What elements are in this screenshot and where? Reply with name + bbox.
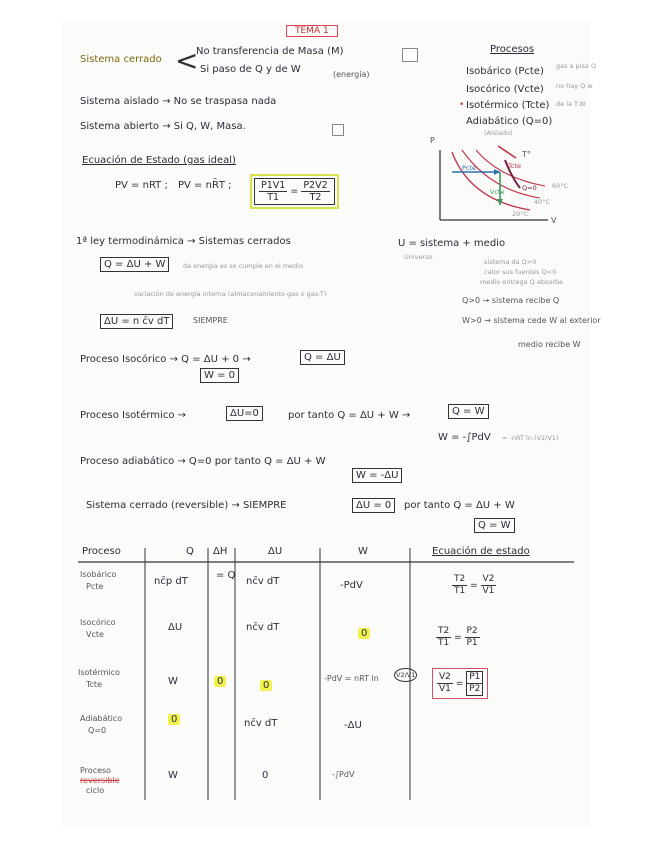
pv-label-20: 20°C (512, 210, 529, 218)
closed-line1: No transferencia de Masa (M) (196, 46, 344, 57)
table-row-4-q: W (168, 770, 178, 781)
table-row-2-q: W (168, 676, 178, 687)
table-row-4-u: 0 (262, 770, 269, 781)
table-header-du: ΔU (268, 546, 283, 557)
table-row-0-q: nc̄p dT (154, 576, 188, 587)
processes-title: Procesos (490, 44, 535, 55)
side-note-0: sistema da Q>0 (484, 258, 537, 266)
table-row-3-proc2: Q=0 (88, 726, 107, 735)
pv-label-40: 40°C (534, 198, 551, 206)
state-eq-1: PV = nRT ; (115, 180, 168, 191)
table-row-1-eq: $\frac{T2}{T1}$ = $\frac{P2}{P1}$ (438, 626, 478, 648)
pv-curve-vcte: Vcte (490, 188, 505, 196)
process-item-0: Isobárico (Pcte) (466, 66, 544, 77)
isothermal-w-note: = -nRT ln (V2/V1) (502, 434, 559, 442)
isochoric-line: Proceso Isocórico → Q = ΔU + 0 → (80, 354, 251, 365)
isochoric-box: Q = ΔU (300, 350, 345, 365)
closed-line2: Si paso de Q y de W (200, 64, 301, 75)
table-header-eq: Ecuación de estado (432, 546, 530, 557)
process-note-0: gas a pisa Q (556, 62, 597, 70)
process-item-1: Isocórico (Vcte) (466, 84, 544, 95)
isothermal-box2: Q = W (448, 404, 489, 419)
q-positive: Q>0 → sistema recibe Q (462, 296, 560, 305)
cycle-mid: por tanto Q = ΔU + W (404, 500, 515, 511)
table-header-w: W (358, 546, 368, 557)
table-header-dh: ΔH (213, 546, 228, 557)
cycle-box2: Q = W (474, 518, 515, 533)
table-row-0-u: nc̄v dT (246, 576, 280, 587)
process-note-3: (Aislado) (484, 129, 513, 137)
table-row-0-w: -PdV (340, 580, 363, 591)
state-eq-box: $\frac{P1V1}{T1}$ = $\frac{P2V2}{T2}$ (250, 174, 339, 209)
table-row-2-proc2: Tcte (86, 680, 102, 689)
isothermal-line: Proceso Isotérmico → (80, 410, 187, 421)
table-row-4-strike: reversible (80, 776, 120, 785)
table-row-3-proc1: Adiabático (80, 714, 123, 723)
table-header-proceso: Proceso (82, 546, 121, 557)
table-header-q: Q (186, 546, 194, 557)
table-row-2-eq-box: $\frac{V2}{V1}$ = $\frac{P1}{P2}$ (432, 668, 488, 699)
table-row-4-proc1: Proceso (80, 766, 112, 775)
table-row-4-w: -∫PdV (332, 770, 355, 779)
table-row-3-q: 0 (168, 714, 180, 725)
adiabatic-box: W = -ΔU (352, 468, 402, 483)
process-note-2: de la T.W (556, 100, 586, 108)
pv-curve-pcte: Pcte (462, 164, 477, 172)
side-note-1: calor sus fuentes Q<0 (484, 268, 557, 276)
table-row-0-proc2: Pcte (86, 582, 104, 591)
universe-eq: U = sistema + medio (398, 238, 506, 249)
table-row-0-proc1: Isobárico (80, 570, 117, 579)
table-row-3-w: -ΔU (344, 720, 362, 731)
header-tag: TEMA 1 (286, 25, 338, 37)
isothermal-mid: por tanto Q = ΔU + W → (288, 410, 411, 421)
first-law-title: 1ª ley termodinámica → Sistemas cerrados (76, 236, 291, 247)
table-row-3-u: nc̄v dT (244, 718, 278, 729)
bullet-dot: • (459, 100, 465, 110)
isothermal-w: W = -∫PdV (438, 432, 491, 443)
table-row-2-w: -PdV = nRT ln (324, 674, 379, 683)
cycle-line: Sistema cerrado (reversible) → SIEMPRE (86, 500, 287, 511)
adiabatic-line: Proceso adiabático → Q=0 por tanto Q = ΔU + W (80, 456, 326, 467)
pv-t-label: T° (522, 150, 531, 159)
pv-label-60: 60°C (552, 182, 569, 190)
w-sub: medio recibe W (518, 340, 581, 349)
table-row-1-proc1: Isocórico (80, 618, 116, 627)
table-row-2-w-tag: V2/V1 (394, 668, 417, 682)
table-row-2-proc1: Isotérmico (78, 668, 120, 677)
closed-system-label: Sistema cerrado (80, 54, 162, 65)
pv-p-label: P (430, 136, 435, 145)
state-eq-title: Ecuación de Estado (gas ideal) (82, 155, 236, 166)
first-law-eq: Q = ΔU + W (100, 257, 169, 272)
open-system: Sistema abierto → Si Q, W, Masa. (80, 121, 246, 132)
table-row-1-w: 0 (358, 628, 370, 639)
closed-energy: (energía) (333, 70, 370, 79)
pv-label-q0: Q=0 (522, 184, 537, 192)
process-item-3: Adiabático (Q=0) (466, 116, 553, 127)
pv-curve-tcte: Tcte (508, 162, 521, 170)
process-item-2: Isotérmico (Tcte) (466, 100, 550, 111)
process-note-1: no hay Q.w (556, 82, 593, 90)
table-row-2-u: 0 (260, 680, 272, 691)
table-row-0-eq: $\frac{T2}{T1}$ = $\frac{V2}{V1}$ (454, 574, 495, 596)
table-row-0-h: = Q (216, 570, 236, 581)
isothermal-box1: ΔU=0 (226, 406, 263, 421)
isolated-system: Sistema aislado → No se traspasa nada (80, 96, 277, 107)
table-row-2-h: 0 (214, 676, 226, 687)
pv-v-label: V (551, 216, 557, 225)
brace-icon: < (175, 44, 199, 77)
variation-note: variación de energía interna (almacenamiento gas o gas-T) (134, 290, 327, 298)
table-row-4-proc2: ciclo (86, 786, 105, 795)
du-always: SIEMPRE (193, 316, 228, 325)
table-row-1-u: nc̄v dT (246, 622, 280, 633)
universe-sub: Universo (404, 253, 433, 261)
isochoric-w: W = 0 (200, 368, 239, 383)
side-note-2: medio entrega Q absorbe (480, 278, 564, 286)
first-law-note: da energía es se cumple en el medio (183, 262, 304, 270)
du-eq: ΔU = n c̄v dT (100, 314, 173, 329)
w-positive: W>0 → sistema cede W al exterior (462, 316, 601, 325)
cycle-box1: ΔU = 0 (352, 498, 395, 513)
table-row-1-proc2: Vcte (86, 630, 104, 639)
table-row-1-q: ΔU (168, 622, 183, 633)
state-eq-2: PV = nR̄T ; (178, 180, 232, 191)
